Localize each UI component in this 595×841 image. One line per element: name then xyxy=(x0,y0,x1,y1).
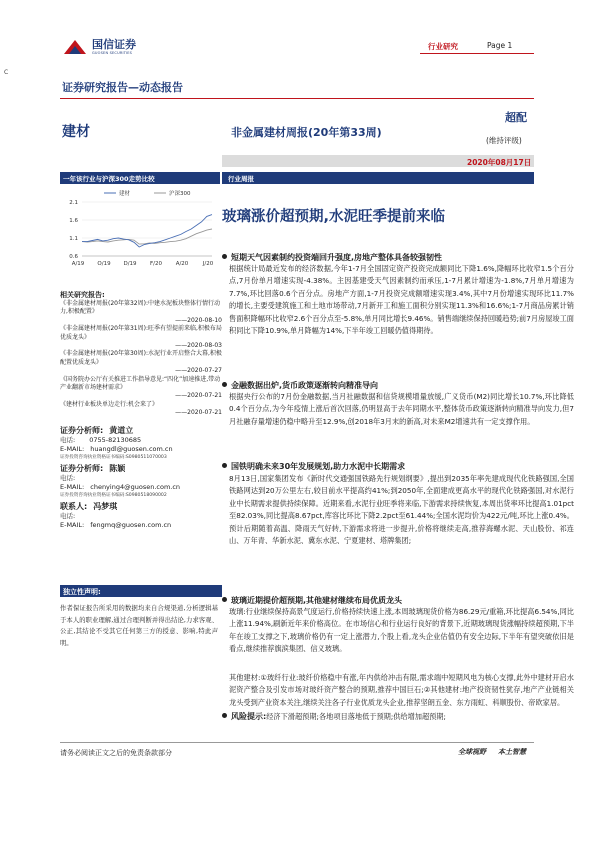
analyst-name-row xyxy=(60,425,222,436)
analyst-cert: 证券投资咨询执业资格证书编码:S0980511070003 xyxy=(60,455,167,460)
analyst-email-row xyxy=(60,483,222,492)
page-number: Page 1 xyxy=(487,41,513,50)
logo-name: 国信证券 xyxy=(92,38,136,51)
analyst-name: 冯梦琪 xyxy=(93,502,118,511)
section-heading xyxy=(222,461,405,472)
side-letter: C xyxy=(4,69,9,76)
logo xyxy=(62,36,88,56)
bullet-icon xyxy=(222,713,227,718)
analyst-name: 陈颖 xyxy=(109,464,126,473)
section-heading-text: 短期天气因素制约投资端回升强度,房地产整体具备较强韧性 xyxy=(231,253,443,262)
logo-english: GUOSEN SECURITIES xyxy=(92,51,133,55)
legend-label: 建材 xyxy=(119,191,131,197)
section-heading xyxy=(222,380,378,391)
related-item-date: ——2020-07-21 xyxy=(175,409,222,417)
analyst xyxy=(60,463,222,499)
rating: 超配 xyxy=(505,111,527,124)
report-date: 2020年08月17日 xyxy=(467,158,532,167)
footer-right-1: 全球视野 xyxy=(458,748,486,756)
footer-right-2: 本土智慧 xyxy=(498,748,526,756)
disclaimer-title: 独立性声明: xyxy=(63,588,101,596)
section-body: 玻璃:行业继续保持高景气度运行,价格持续快速上涨,本周玻璃现货价格为86.29元/重箱,环比提高6.54%,同比上涨11.94%,刷新近年来价格高位。在市场信心和行业运行良好的背景下,近期玻璃现货涨幅持续超预期,下半年在竣工支撑之下,玻璃价格仍有一定上涨潜力,个股上看,龙头企业估值仍有安全边际,下半年有望突破依旧是看点,继续推荐旗滨集团、信义玻璃。 xyxy=(229,607,574,654)
analyst-name: 黄道立 xyxy=(109,426,134,435)
related-item xyxy=(60,401,222,418)
x-tick-label: A/19 xyxy=(71,261,85,267)
headline: 玻璃涨价超预期,水泥旺季提前来临 xyxy=(222,209,446,225)
report-title: 非金属建材周报(20年第33周) xyxy=(231,126,382,139)
related-item xyxy=(60,300,222,325)
chart-box-title: 一年该行业与沪深300走势比较 xyxy=(63,175,155,183)
section-body: 根据统计局最近发布的经济数据,今年1-7月全国固定资产投资完成额同比下降1.6%,降幅环比收窄1.5个百分点,7月份单月增速实现-4.38%。主因基建受天气因素制约而承压,1-7月累计增速为-1.8%,7月单月增速为7.7%,环比回落0.6个百分点。房地产方面,1-7月投资完成额增速实现3.4%,其中7月份增速实现环比11.7%的增长,主要受建筑施工和土地市场带动,7月新开工和施工面积分别实现11.3%和16.6%;1-7月商品房累计销售面积降幅环比收窄2.6个百分点至-5.8%,单月同比增长9.46%。销售端继续保持回暖趋势;前7月房屋竣工面积同比下降10.9%,单月降幅为14%,下半年竣工回暖仍值得期待。 xyxy=(229,264,574,336)
related-title: 相关研究报告: xyxy=(60,291,105,299)
section-heading-text: 金融数据出炉,货币政策逐渐转向精准导向 xyxy=(231,381,379,390)
weekly-tag-bar xyxy=(222,172,534,184)
analyst-email-row xyxy=(60,521,222,530)
related-item xyxy=(60,376,222,401)
analyst-cert: 证券投资咨询执业资格证书编码:S0980518090002 xyxy=(60,493,167,498)
analyst-name-row xyxy=(60,501,222,512)
header-tag: 行业研究 xyxy=(428,42,458,51)
x-tick-label: O/19 xyxy=(97,261,111,267)
section-body: 其他建材:①玻纤行业:玻纤价格稳中有涨,年内供给冲击有限,需求端中短期风电为核心支撑,此外中建材开启水泥资产整合及引发市场对玻纤资产整合的预期,推荐中国巨石;②其他建材:地产投资韧性犹存,地产产业链相关龙头受到产业资本关注,继续关注各子行业优质龙头企业,推荐坚朗五金、东方雨虹、科顺股份、帝欧家居。 xyxy=(229,673,574,707)
related-item-title: 《非金属建材周报(20年第32周):中建水泥板块整体行情行动力,积极配置》 xyxy=(60,300,220,316)
weekly-tag: 行业周报 xyxy=(228,175,254,183)
legend-label: 沪深300 xyxy=(169,191,191,197)
bullet-icon xyxy=(222,463,227,468)
trend-chart xyxy=(60,188,222,276)
series-line xyxy=(82,229,212,244)
analyst-role: 联系人: xyxy=(60,502,88,511)
related-item-title: 《非金属建材周报(20年第30周):水泥行业开启整合大幕,积极配置优质龙头》 xyxy=(60,350,222,366)
analyst xyxy=(60,501,222,530)
section-body: 8月13日,国家集团发布《新时代交通强国铁路先行规划纲要》,提出到2035年率先建成现代化铁路强国,全国铁路网达到20万公里左右,较目前水平提高约41%;到2050年,全面建成更高水平的现代化铁路强国,对水泥行业中长期需求提供持续保障。近期来看,水泥行业旺季将来临,下游需求持续恢复,本周出货率环比提高1.01pct至82.03%,同比提高8.67pct,库容比环比下降2.2pct至61.44%;全国水泥均价为422元/吨,环比上涨0.4%。预计后期随着高温、降雨天气好转,下游需求将进一步提升,价格将继续走高,推荐海螺水泥、天山股份、祁连山、万年青、华新水泥、冀东水泥、宁夏建材、塔牌集团; xyxy=(229,474,574,546)
y-tick-label: 2.1 xyxy=(69,200,78,206)
related-item xyxy=(60,325,222,350)
related-item-date: ——2020-07-21 xyxy=(175,392,222,400)
phone-label: 电话: xyxy=(60,436,76,444)
bullet-icon xyxy=(222,597,227,602)
phone-label: 电话: xyxy=(60,474,76,482)
analyst-name-row xyxy=(60,463,222,474)
rating-note: (维持评级) xyxy=(486,136,522,145)
analyst xyxy=(60,425,222,461)
x-tick-label: A/20 xyxy=(175,261,189,267)
analyst-block xyxy=(60,425,222,532)
x-tick-label: F/20 xyxy=(149,261,163,267)
related-item xyxy=(60,350,222,375)
disclaimer-body: 作者保证报告所采用的数据均来自合规渠道,分析逻辑基于本人的职业理解,通过合理判断并得出结论,力求客观、公正,其结论不受其它任何第三方的授意、影响,特此声明。 xyxy=(60,605,218,647)
section-heading-text: 国铁明确未来30年发展规划,助力水泥中长期需求 xyxy=(231,462,406,471)
risk-row xyxy=(222,711,446,722)
y-tick-label: 1.6 xyxy=(69,218,78,224)
section-heading xyxy=(222,252,442,263)
analyst-email-row xyxy=(60,445,222,454)
analyst-phone-row xyxy=(60,436,222,445)
email-value[interactable]: chenying4@guosen.com.cn xyxy=(90,483,181,491)
section-heading xyxy=(222,595,402,606)
section-heading-text: 玻璃近期提价超预期,其他建材继续布局优质龙头 xyxy=(231,596,403,605)
report-type-rule xyxy=(60,98,534,99)
phone-label: 电话: xyxy=(60,512,76,520)
risk-body: 经济下滑超预期;各地项目落地低于预期;供给增加超预期; xyxy=(266,712,446,721)
section-body: 根据央行公布的7月份金融数据,当月社融数据和信贷规模增量放缓,广义货币(M2)同比增长10.7%,环比降低0.4个百分点,为今年疫情上涨后首次回落,仍明显高于去年同期水平,整体货币政策逐渐转向精准导向发力,但7月社融存量增速仍稳中略升至12.9%,创2018年3月末的新高,对未来M2增速共有一定支撑作用。 xyxy=(229,392,574,426)
related-item-date: ——2020-07-27 xyxy=(175,367,222,375)
report-type: 证券研究报告—动态报告 xyxy=(62,81,183,94)
email-label: E-MAIL: xyxy=(60,445,85,453)
logo-mark-icon xyxy=(62,36,88,56)
header-rule xyxy=(420,53,534,54)
analyst-phone-row xyxy=(60,512,222,521)
x-tick-label: D/19 xyxy=(123,261,137,267)
analyst-phone-row xyxy=(60,474,222,483)
related-list xyxy=(60,300,222,418)
footer-left: 请务必阅读正文之后的免责条款部分 xyxy=(60,749,172,757)
bullet-icon xyxy=(222,254,227,259)
x-tick-label: J/20 xyxy=(202,261,214,267)
analyst-role: 证券分析师: xyxy=(60,426,104,435)
series-line xyxy=(82,215,212,247)
analyst-role: 证券分析师: xyxy=(60,464,104,473)
related-item-title: 《非金属建材周报(20年第31周):旺季有望提前来临,积极布局优质龙头》 xyxy=(60,325,222,341)
related-item-title: 《建材行业板块单边走行:机会来了》 xyxy=(60,400,159,408)
bullet-icon xyxy=(222,382,227,387)
industry-title: 建材 xyxy=(62,124,90,140)
email-label: E-MAIL: xyxy=(60,483,85,491)
related-item-date: ——2020-08-03 xyxy=(175,342,222,350)
related-item-title: 《国务院办公厅有关推进工作指导意见:“四化”加速推进,带动产业翻新市场建材需求》 xyxy=(60,375,221,392)
phone-value: 0755-82130685 xyxy=(89,436,142,444)
y-tick-label: 1.1 xyxy=(69,236,78,242)
footer-rule xyxy=(60,742,534,743)
email-label: E-MAIL: xyxy=(60,521,85,529)
email-value[interactable]: huangdl@guosen.com.cn xyxy=(90,445,173,453)
risk-heading: 风险提示: xyxy=(231,712,267,721)
y-tick-label: 0.6 xyxy=(69,254,78,260)
email-value[interactable]: fengmq@guosen.com.cn xyxy=(90,521,172,529)
related-item-date: ——2020-08-10 xyxy=(175,316,222,324)
